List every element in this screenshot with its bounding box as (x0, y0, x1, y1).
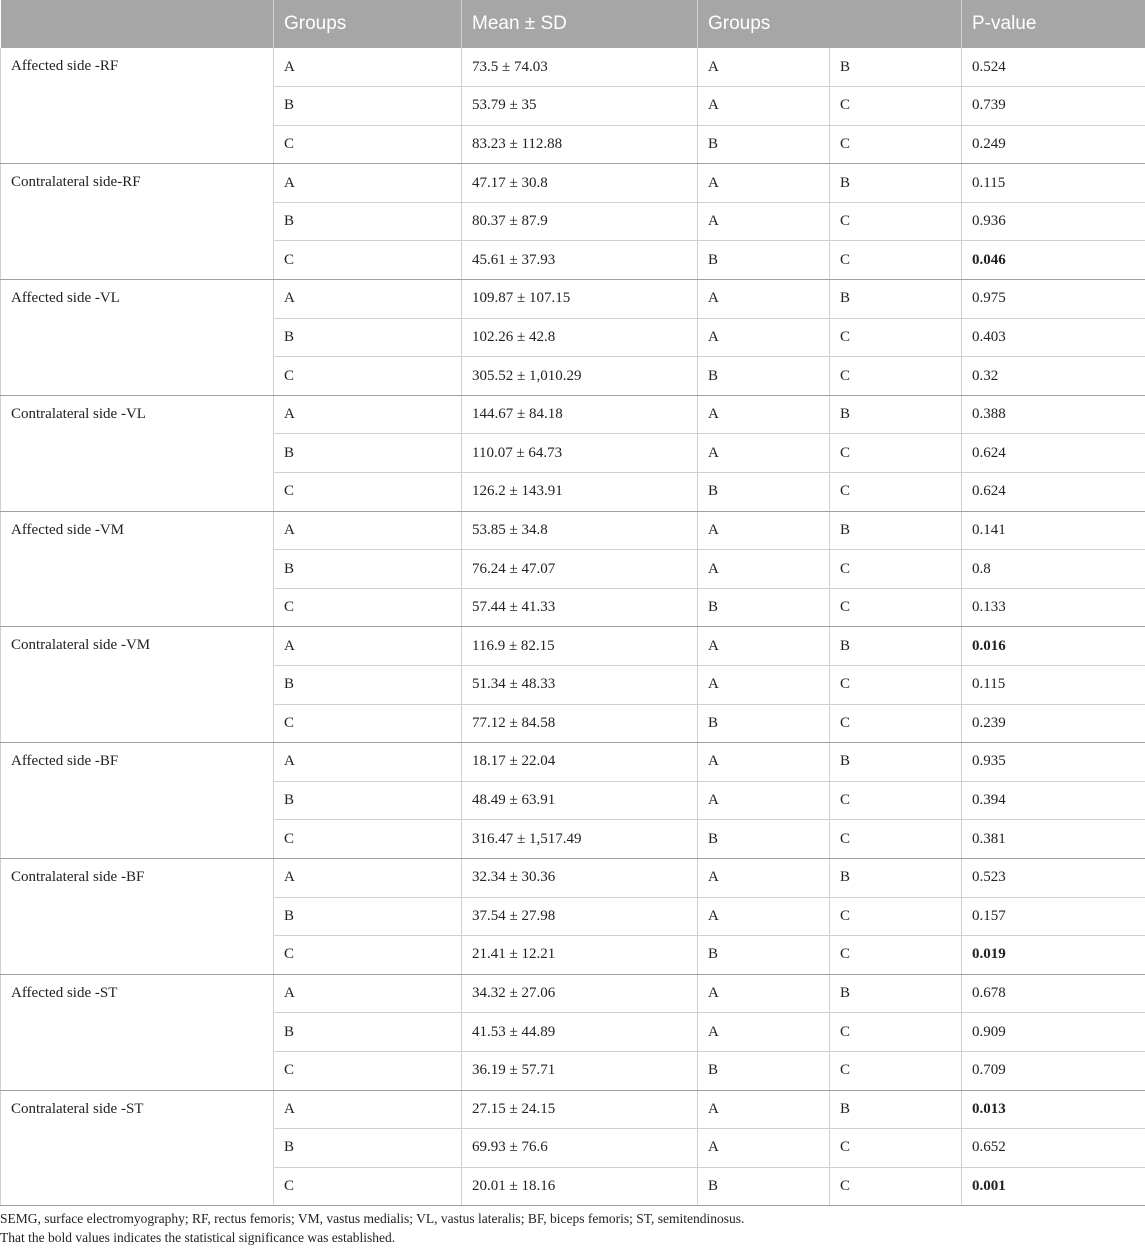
comparison-group-1-cell: A (698, 743, 830, 782)
muscle-label: Affected side -VL (1, 280, 274, 396)
group-cell: B (274, 550, 462, 589)
p-value-cell: 0.936 (962, 202, 1145, 241)
mean-sd-cell: 21.41 ± 12.21 (462, 936, 698, 975)
comparison-group-1-cell: A (698, 1090, 830, 1129)
table-row (1, 627, 1145, 666)
group-cell: A (274, 1090, 462, 1129)
muscle-label: Contralateral side -VM (1, 627, 274, 743)
comparison-group-2-cell: C (830, 820, 962, 859)
mean-sd-cell: 316.47 ± 1,517.49 (462, 820, 698, 859)
p-value-cell: 0.115 (962, 666, 1145, 705)
header-muscle (1, 0, 274, 48)
comparison-group-1-cell: B (698, 588, 830, 627)
group-cell: B (274, 666, 462, 705)
mean-sd-cell: 18.17 ± 22.04 (462, 743, 698, 782)
comparison-group-1-cell: A (698, 627, 830, 666)
comparison-group-1-cell: B (698, 125, 830, 164)
comparison-group-1-cell: A (698, 897, 830, 936)
p-value-cell: 0.001 (962, 1167, 1145, 1206)
comparison-group-2-cell: C (830, 704, 962, 743)
p-value-cell: 0.239 (962, 704, 1145, 743)
mean-sd-cell: 126.2 ± 143.91 (462, 473, 698, 512)
comparison-group-1-cell: A (698, 666, 830, 705)
p-value-cell: 0.652 (962, 1129, 1145, 1168)
p-value-cell: 0.019 (962, 936, 1145, 975)
comparison-group-2-cell: B (830, 627, 962, 666)
group-cell: A (274, 511, 462, 550)
comparison-group-1-cell: B (698, 704, 830, 743)
group-cell: C (274, 357, 462, 396)
group-cell: A (274, 48, 462, 87)
group-cell: A (274, 627, 462, 666)
muscle-label: Affected side -VM (1, 511, 274, 627)
mean-sd-cell: 27.15 ± 24.15 (462, 1090, 698, 1129)
muscle-label: Affected side -BF (1, 743, 274, 859)
p-value-cell: 0.709 (962, 1051, 1145, 1090)
group-cell: A (274, 858, 462, 897)
comparison-group-2-cell: C (830, 781, 962, 820)
mean-sd-cell: 77.12 ± 84.58 (462, 704, 698, 743)
p-value-cell: 0.8 (962, 550, 1145, 589)
group-cell: C (274, 820, 462, 859)
comparison-group-1-cell: A (698, 87, 830, 126)
mean-sd-cell: 110.07 ± 64.73 (462, 434, 698, 473)
comparison-group-1-cell: A (698, 164, 830, 203)
group-cell: B (274, 87, 462, 126)
comparison-group-2-cell: B (830, 743, 962, 782)
group-cell: C (274, 936, 462, 975)
comparison-group-2-cell: C (830, 357, 962, 396)
group-cell: A (274, 280, 462, 319)
mean-sd-cell: 57.44 ± 41.33 (462, 588, 698, 627)
header-row (1, 0, 1145, 48)
group-cell: C (274, 704, 462, 743)
comparison-group-1-cell: A (698, 511, 830, 550)
mean-sd-cell: 80.37 ± 87.9 (462, 202, 698, 241)
group-cell: A (274, 164, 462, 203)
mean-sd-cell: 305.52 ± 1,010.29 (462, 357, 698, 396)
mean-sd-cell: 69.93 ± 76.6 (462, 1129, 698, 1168)
comparison-group-2-cell: C (830, 318, 962, 357)
comparison-group-1-cell: B (698, 241, 830, 280)
comparison-group-2-cell: C (830, 897, 962, 936)
mean-sd-cell: 51.34 ± 48.33 (462, 666, 698, 705)
comparison-group-2-cell: C (830, 202, 962, 241)
header-mean-sd: Mean ± SD (462, 0, 698, 48)
mean-sd-cell: 53.79 ± 35 (462, 87, 698, 126)
comparison-group-2-cell: C (830, 936, 962, 975)
mean-sd-cell: 83.23 ± 112.88 (462, 125, 698, 164)
mean-sd-cell: 116.9 ± 82.15 (462, 627, 698, 666)
group-cell: B (274, 781, 462, 820)
mean-sd-cell: 53.85 ± 34.8 (462, 511, 698, 550)
comparison-group-1-cell: B (698, 1167, 830, 1206)
mean-sd-cell: 34.32 ± 27.06 (462, 974, 698, 1013)
group-cell: B (274, 434, 462, 473)
comparison-group-1-cell: A (698, 1013, 830, 1052)
p-value-cell: 0.157 (962, 897, 1145, 936)
p-value-cell: 0.32 (962, 357, 1145, 396)
p-value-cell: 0.624 (962, 473, 1145, 512)
comparison-group-1-cell: A (698, 434, 830, 473)
comparison-group-1-cell: A (698, 974, 830, 1013)
p-value-cell: 0.133 (962, 588, 1145, 627)
comparison-group-1-cell: A (698, 395, 830, 434)
p-value-cell: 0.624 (962, 434, 1145, 473)
comparison-group-1-cell: A (698, 550, 830, 589)
footnote-bold-significance: That the bold values indicates the statistical significance was established. (0, 1230, 396, 1245)
group-cell: C (274, 1051, 462, 1090)
table-row (1, 395, 1145, 434)
p-value-cell: 0.249 (962, 125, 1145, 164)
mean-sd-cell: 36.19 ± 57.71 (462, 1051, 698, 1090)
p-value-cell: 0.403 (962, 318, 1145, 357)
header-p-value: P-value (962, 0, 1145, 48)
table-header (1, 0, 1145, 48)
p-value-cell: 0.115 (962, 164, 1145, 203)
p-value-cell: 0.935 (962, 743, 1145, 782)
comparison-group-1-cell: A (698, 858, 830, 897)
comparison-group-2-cell: C (830, 473, 962, 512)
p-value-cell: 0.523 (962, 858, 1145, 897)
comparison-group-2-cell: B (830, 48, 962, 87)
group-cell: C (274, 241, 462, 280)
header-comparison-groups: Groups (698, 0, 962, 48)
group-cell: B (274, 318, 462, 357)
comparison-group-2-cell: C (830, 666, 962, 705)
p-value-cell: 0.909 (962, 1013, 1145, 1052)
p-value-cell: 0.388 (962, 395, 1145, 434)
table-row (1, 48, 1145, 87)
p-value-cell: 0.013 (962, 1090, 1145, 1129)
group-cell: A (274, 395, 462, 434)
comparison-group-1-cell: B (698, 820, 830, 859)
p-value-cell: 0.381 (962, 820, 1145, 859)
mean-sd-cell: 109.87 ± 107.15 (462, 280, 698, 319)
mean-sd-cell: 73.5 ± 74.03 (462, 48, 698, 87)
comparison-group-2-cell: B (830, 858, 962, 897)
p-value-cell: 0.046 (962, 241, 1145, 280)
comparison-group-2-cell: C (830, 588, 962, 627)
table-row (1, 1090, 1145, 1129)
muscle-label: Contralateral side -ST (1, 1090, 274, 1206)
comparison-group-2-cell: C (830, 87, 962, 126)
comparison-group-1-cell: A (698, 1129, 830, 1168)
muscle-label: Contralateral side-RF (1, 164, 274, 280)
p-value-cell: 0.016 (962, 627, 1145, 666)
mean-sd-cell: 37.54 ± 27.98 (462, 897, 698, 936)
table-body (1, 48, 1145, 1206)
group-cell: B (274, 202, 462, 241)
table-row (1, 858, 1145, 897)
comparison-group-2-cell: B (830, 511, 962, 550)
table-footnotes (0, 1209, 1140, 1247)
table-row (1, 511, 1145, 550)
p-value-cell: 0.739 (962, 87, 1145, 126)
comparison-group-2-cell: B (830, 164, 962, 203)
p-value-cell: 0.975 (962, 280, 1145, 319)
comparison-group-1-cell: A (698, 280, 830, 319)
group-cell: A (274, 743, 462, 782)
comparison-group-2-cell: C (830, 550, 962, 589)
group-cell: C (274, 125, 462, 164)
table-row (1, 743, 1145, 782)
comparison-group-1-cell: A (698, 781, 830, 820)
comparison-group-2-cell: C (830, 1051, 962, 1090)
comparison-group-2-cell: C (830, 241, 962, 280)
p-value-cell: 0.524 (962, 48, 1145, 87)
p-value-cell: 0.141 (962, 511, 1145, 550)
group-cell: B (274, 897, 462, 936)
mean-sd-cell: 144.67 ± 84.18 (462, 395, 698, 434)
comparison-group-1-cell: B (698, 1051, 830, 1090)
mean-sd-cell: 32.34 ± 30.36 (462, 858, 698, 897)
comparison-group-2-cell: B (830, 1090, 962, 1129)
comparison-group-2-cell: C (830, 1013, 962, 1052)
table-row (1, 280, 1145, 319)
table-row (1, 974, 1145, 1013)
group-cell: C (274, 1167, 462, 1206)
group-cell: B (274, 1129, 462, 1168)
muscle-label: Affected side -RF (1, 48, 274, 164)
footnote-abbreviations: SEMG, surface electromyography; RF, rectus femoris; VM, vastus medialis; VL, vastus lateralis; BF, biceps femoris; ST, semitendinosus. (0, 1211, 745, 1226)
mean-sd-cell: 76.24 ± 47.07 (462, 550, 698, 589)
comparison-group-2-cell: B (830, 974, 962, 1013)
table-row (1, 164, 1145, 203)
comparison-group-2-cell: B (830, 395, 962, 434)
muscle-label: Contralateral side -VL (1, 395, 274, 511)
mean-sd-cell: 20.01 ± 18.16 (462, 1167, 698, 1206)
mean-sd-cell: 41.53 ± 44.89 (462, 1013, 698, 1052)
group-cell: A (274, 974, 462, 1013)
comparison-group-2-cell: B (830, 280, 962, 319)
comparison-group-2-cell: C (830, 434, 962, 473)
p-value-cell: 0.394 (962, 781, 1145, 820)
header-groups: Groups (274, 0, 462, 48)
comparison-group-1-cell: A (698, 48, 830, 87)
group-cell: B (274, 1013, 462, 1052)
comparison-group-1-cell: B (698, 936, 830, 975)
muscle-label: Affected side -ST (1, 974, 274, 1090)
group-cell: C (274, 588, 462, 627)
group-cell: C (274, 473, 462, 512)
muscle-label: Contralateral side -BF (1, 858, 274, 974)
mean-sd-cell: 102.26 ± 42.8 (462, 318, 698, 357)
mean-sd-cell: 47.17 ± 30.8 (462, 164, 698, 203)
comparison-group-1-cell: B (698, 473, 830, 512)
comparison-group-1-cell: A (698, 202, 830, 241)
p-value-cell: 0.678 (962, 974, 1145, 1013)
mean-sd-cell: 45.61 ± 37.93 (462, 241, 698, 280)
comparison-group-1-cell: A (698, 318, 830, 357)
comparison-group-2-cell: C (830, 1167, 962, 1206)
comparison-group-2-cell: C (830, 1129, 962, 1168)
comparison-group-2-cell: C (830, 125, 962, 164)
comparison-group-1-cell: B (698, 357, 830, 396)
mean-sd-cell: 48.49 ± 63.91 (462, 781, 698, 820)
